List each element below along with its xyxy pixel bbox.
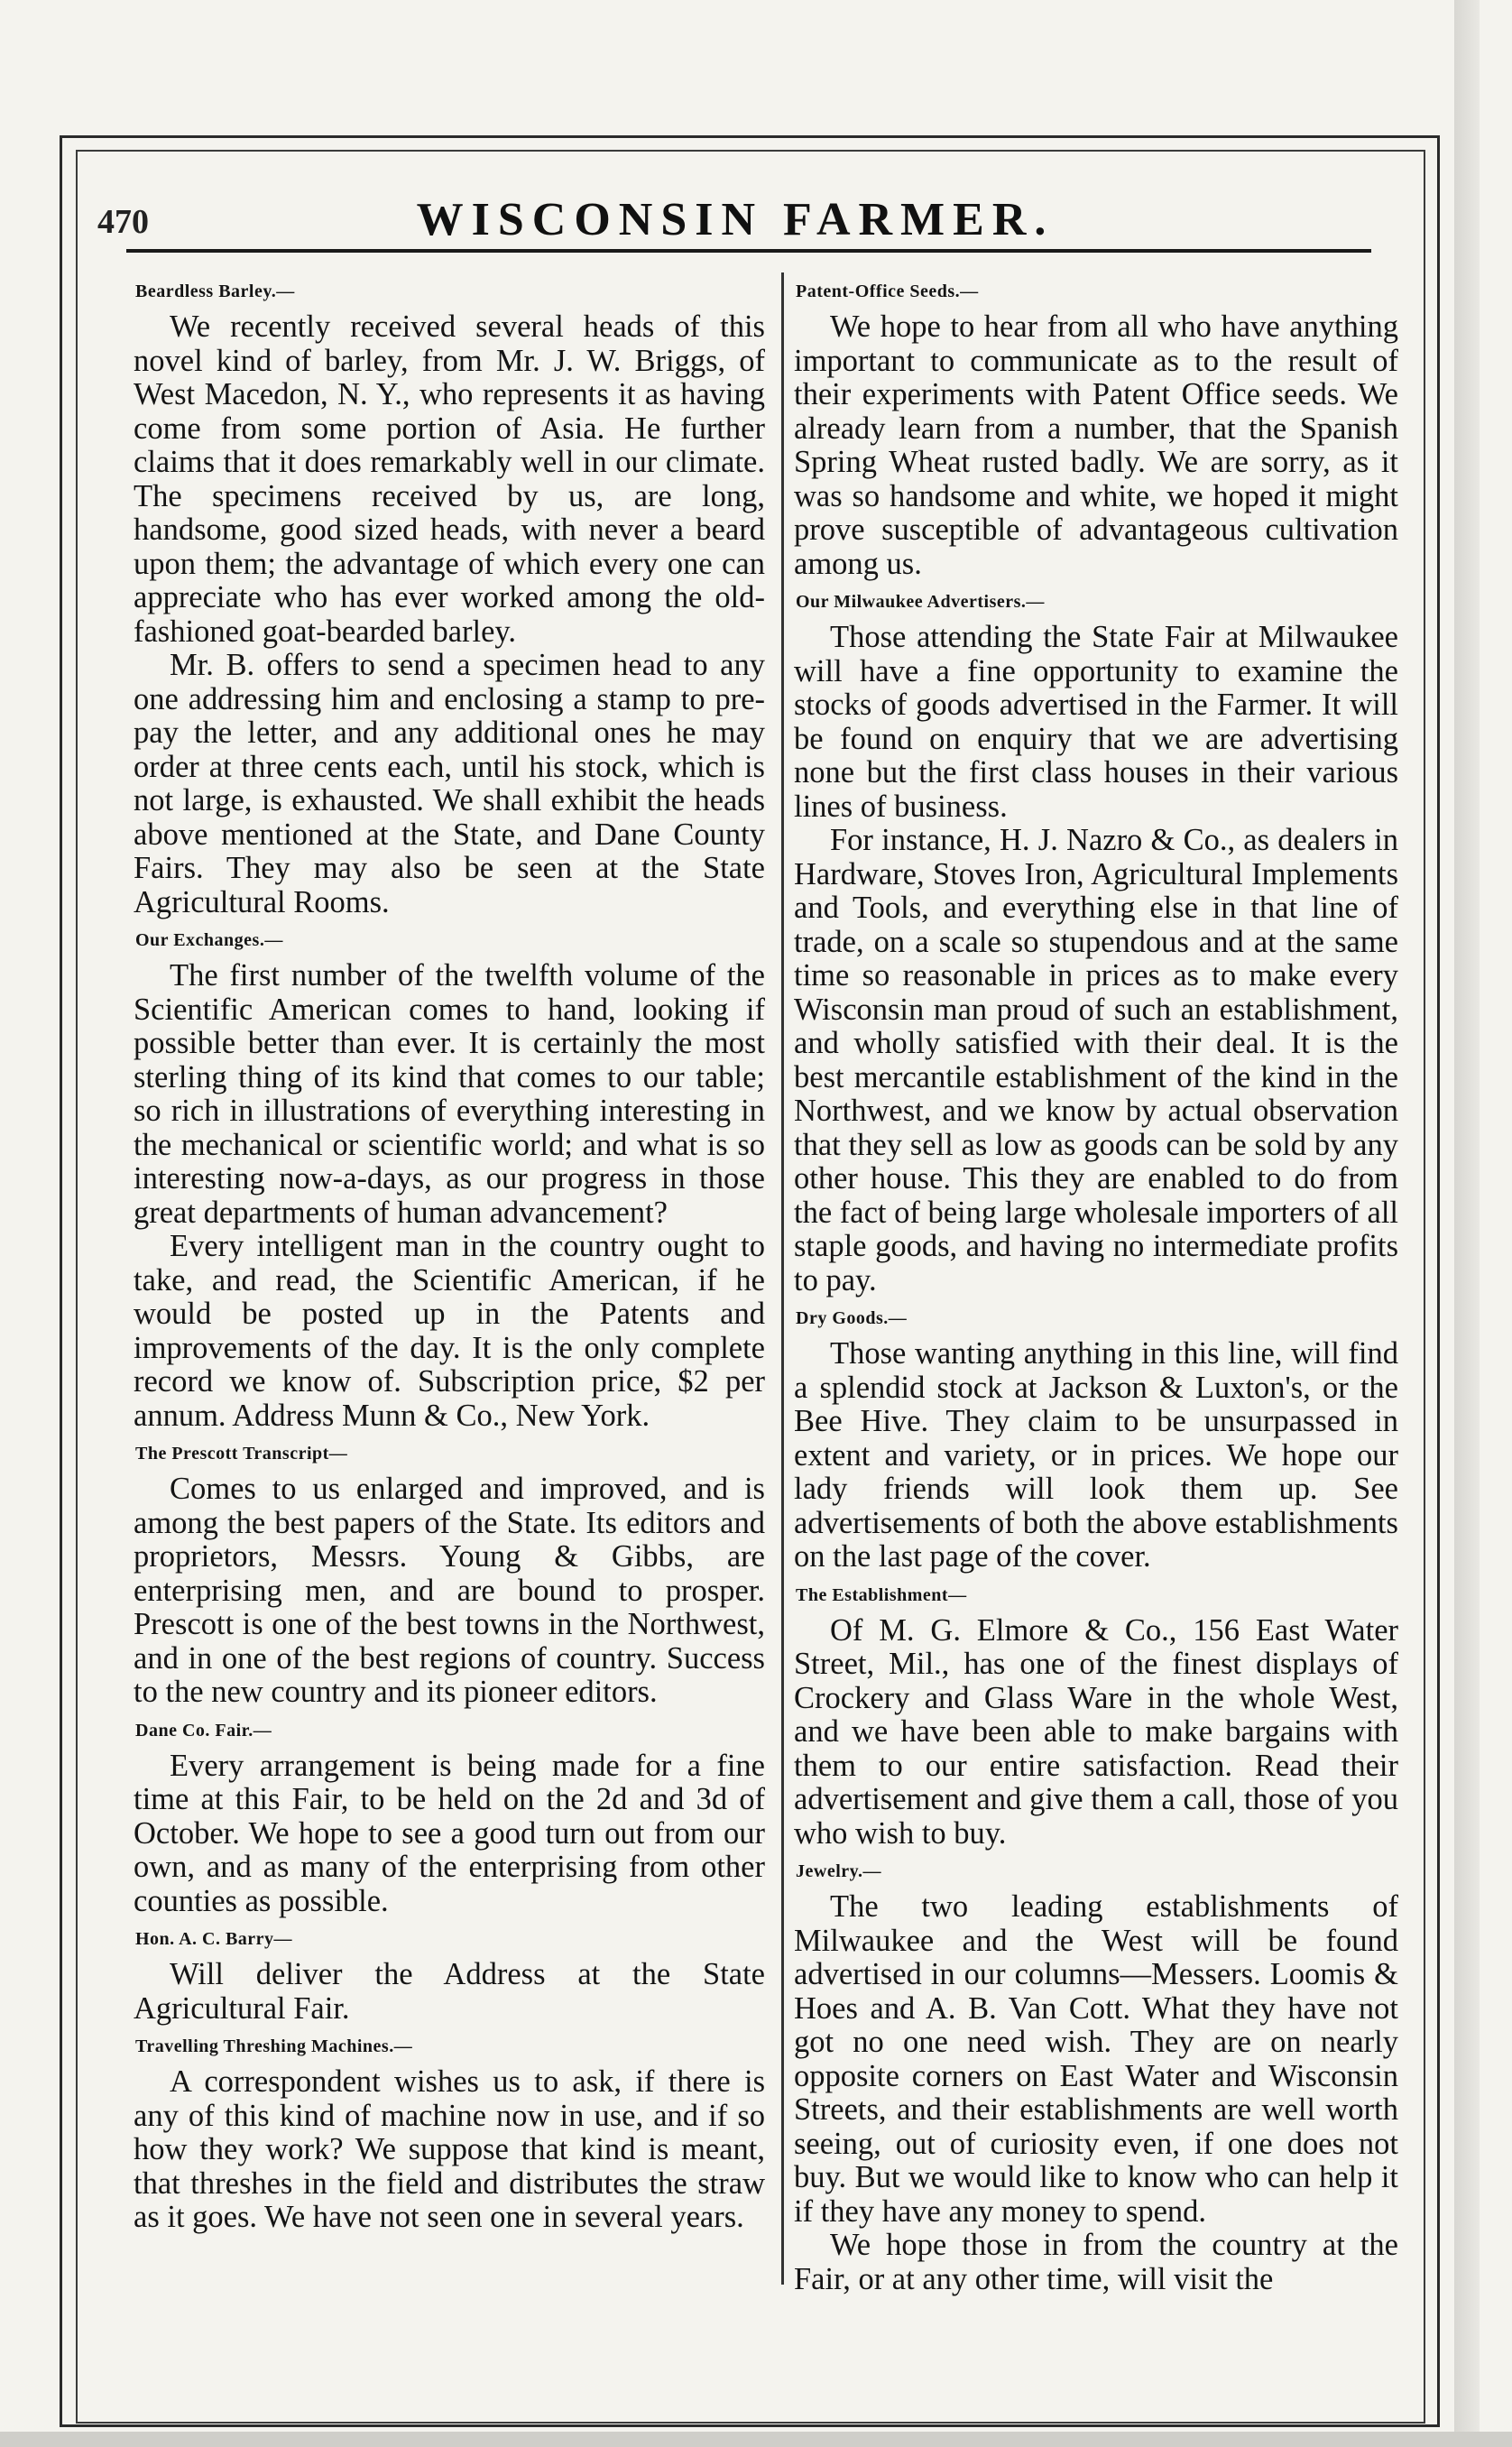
- article-milwaukee-advertisers: [794, 590, 1398, 1297]
- right-column: [794, 271, 1398, 2296]
- left-column: [134, 271, 765, 2235]
- article-paragraph: Will deliver the Address at the State Agricultural Fair.: [134, 1957, 765, 2026]
- article-heading: Our Milwaukee Advertisers.—: [796, 592, 1045, 612]
- article-heading: Dane Co. Fair.—: [135, 1720, 272, 1741]
- article-jewelry: [794, 1860, 1398, 2296]
- article-heading: Dry Goods.—: [796, 1308, 908, 1328]
- article-paragraph: Those attending the State Fair at Milwaukee will have a fine opportunity to examine the stocks of goods advertised in the Farmer. It will be found on enquiry that we are advertising none but the first class houses in their various lines of business.: [794, 620, 1398, 824]
- article-paragraph: The two leading establishments of Milwaukee and the West will be found advertised in our columns—Messers. Loomis & Hoes and A. B. Van Cott. What they have not got no one need wish. They are on nearly opposite corners on East Water and Wisconsin Streets, and their establishments are well worth seeing, out of curiosity even, if one does not buy. But we would like to know who can help it if they have any money to spend.: [794, 1889, 1398, 2229]
- column-divider: [781, 272, 784, 2285]
- article-our-exchanges: [134, 928, 765, 1433]
- article-establishment: [794, 1584, 1398, 1851]
- article-paragraph: Mr. B. offers to send a specimen head to any one addressing him and enclosing a stamp to pre-pay the letter, and any additional ones he may order at three cents each, until his stock, which is not large, is exhausted. We shall exhibit the heads above mentioned at the State, and Dane County Fairs. They may also be seen at the State Agricultural Rooms.: [134, 648, 765, 919]
- article-heading: Beardless Barley.—: [135, 282, 295, 301]
- article-heading: The Prescott Transcript—: [135, 1444, 348, 1464]
- article-heading: Travelling Threshing Machines.—: [135, 2036, 413, 2056]
- article-paragraph: The first number of the twelfth volume of the Scientific American comes to hand, looking if possible better than ever. It is certainly the most sterling thing of its kind that comes to our table; so rich in illustrations of everything interesting in the mechanical or scientific world; and what is so interesting now-a-days, as our progress in those great departments of human advancement?: [134, 958, 765, 1230]
- article-paragraph: We hope to hear from all who have anything important to communicate as to the result of their experiments with Patent Office seeds. We already learn from a number, that the Spanish Spring Wheat rusted badly. We are sorry, as it was so handsome and white, we hoped it might prove susceptible of advantageous cultivation among us.: [794, 309, 1398, 581]
- article-paragraph: Those wanting anything in this line, will find a splendid stock at Jackson & Luxton's, or the Bee Hive. They claim to be unsurpassed in extent and variety, or in prices. We hope our lady friends will look them up. See advertisements of both the above establishments on the last page of the cover.: [794, 1336, 1398, 1574]
- article-hon-barry: [134, 1927, 765, 2026]
- article-paragraph: A correspondent wishes us to ask, if there is any of this kind of machine now in use, and if so how they work? We suppose that kind is meant, that threshes in the field and distributes the straw as it goes. We have not seen one in several years.: [134, 2064, 765, 2234]
- article-paragraph: Comes to us enlarged and improved, and is among the best papers of the State. Its editors and proprietors, Messrs. Young & Gibbs, are enterprising men, and are bound to prosper. Prescott is one of the best towns in the Northwest, and in one of the best regions of country. Success to the new country and its pioneer editors.: [134, 1472, 765, 1709]
- article-beardless-barley: [134, 280, 765, 919]
- header-rule: [126, 249, 1371, 253]
- article-heading: Our Exchanges.—: [135, 930, 283, 950]
- article-heading: Jewelry.—: [796, 1861, 882, 1881]
- article-prescott-transcript: [134, 1442, 765, 1710]
- article-paragraph: Of M. G. Elmore & Co., 156 East Water Street, Mil., has one of the finest displays of Crockery and Glass Ware in the whole West, and we have been able to make bargains with them to our entire satisfaction. Read their advertisement and give them a call, those of you who wish to buy.: [794, 1612, 1398, 1851]
- article-paragraph: Every arrangement is being made for a fine time at this Fair, to be held on the 2d and 3d of October. We hope to see a good turn out from our own, and as many of the enterprising from other counties as possible.: [134, 1748, 765, 1918]
- article-threshing-machines: [134, 2035, 765, 2235]
- page-bottom-shadow: [0, 2432, 1512, 2447]
- article-paragraph: We hope those in from the country at the Fair, or at any other time, will visit the: [794, 2228, 1398, 2296]
- article-heading: The Establishment—: [796, 1584, 967, 1605]
- running-head: [90, 189, 1380, 244]
- article-heading: Patent-Office Seeds.—: [796, 282, 979, 301]
- journal-title: WISCONSIN FARMER.: [416, 194, 1055, 245]
- article-heading: Hon. A. C. Barry—: [135, 1929, 293, 1949]
- article-dry-goods: [794, 1307, 1398, 1574]
- article-dane-co-fair: [134, 1719, 765, 1919]
- article-paragraph: We recently received several heads of this novel kind of barley, from Mr. J. W. Briggs, of West Macedon, N. Y., who represents it as having come from some portion of Asia. He further claims that it does remarkably well in our climate. The specimens received by us, are long, handsome, good sized heads, with never a beard upon them; the advantage of which every one can appreciate who has ever worked among the old-fashioned goat-bearded barley.: [134, 309, 765, 649]
- article-paragraph: Every intelligent man in the country ought to take, and read, the Scientific American, if he would be posted up in the Patents and improvements of the day. It is the only complete record we know of. Subscription price, $2 per annum. Address Munn & Co., New York.: [134, 1229, 765, 1433]
- article-paragraph: For instance, H. J. Nazro & Co., as dealers in Hardware, Stoves Iron, Agricultural Implements and Tools, and everything else in that line of trade, on a scale so stupendous and at the same time so reasonable in prices as to make every Wisconsin man proud of such an establishment, and wholly satisfied with their deal. It is the best mercantile establishment of the kind in the Northwest, and we know by actual observation that they sell as low as goods can be sold by any other house. This they are enabled to do from the fact of being large wholesale importers of all staple goods, and having no intermediate profits to pay.: [794, 823, 1398, 1297]
- page-number: 470: [97, 203, 149, 241]
- page-edge-shadow: [1454, 0, 1480, 2447]
- article-patent-office-seeds: [794, 280, 1398, 581]
